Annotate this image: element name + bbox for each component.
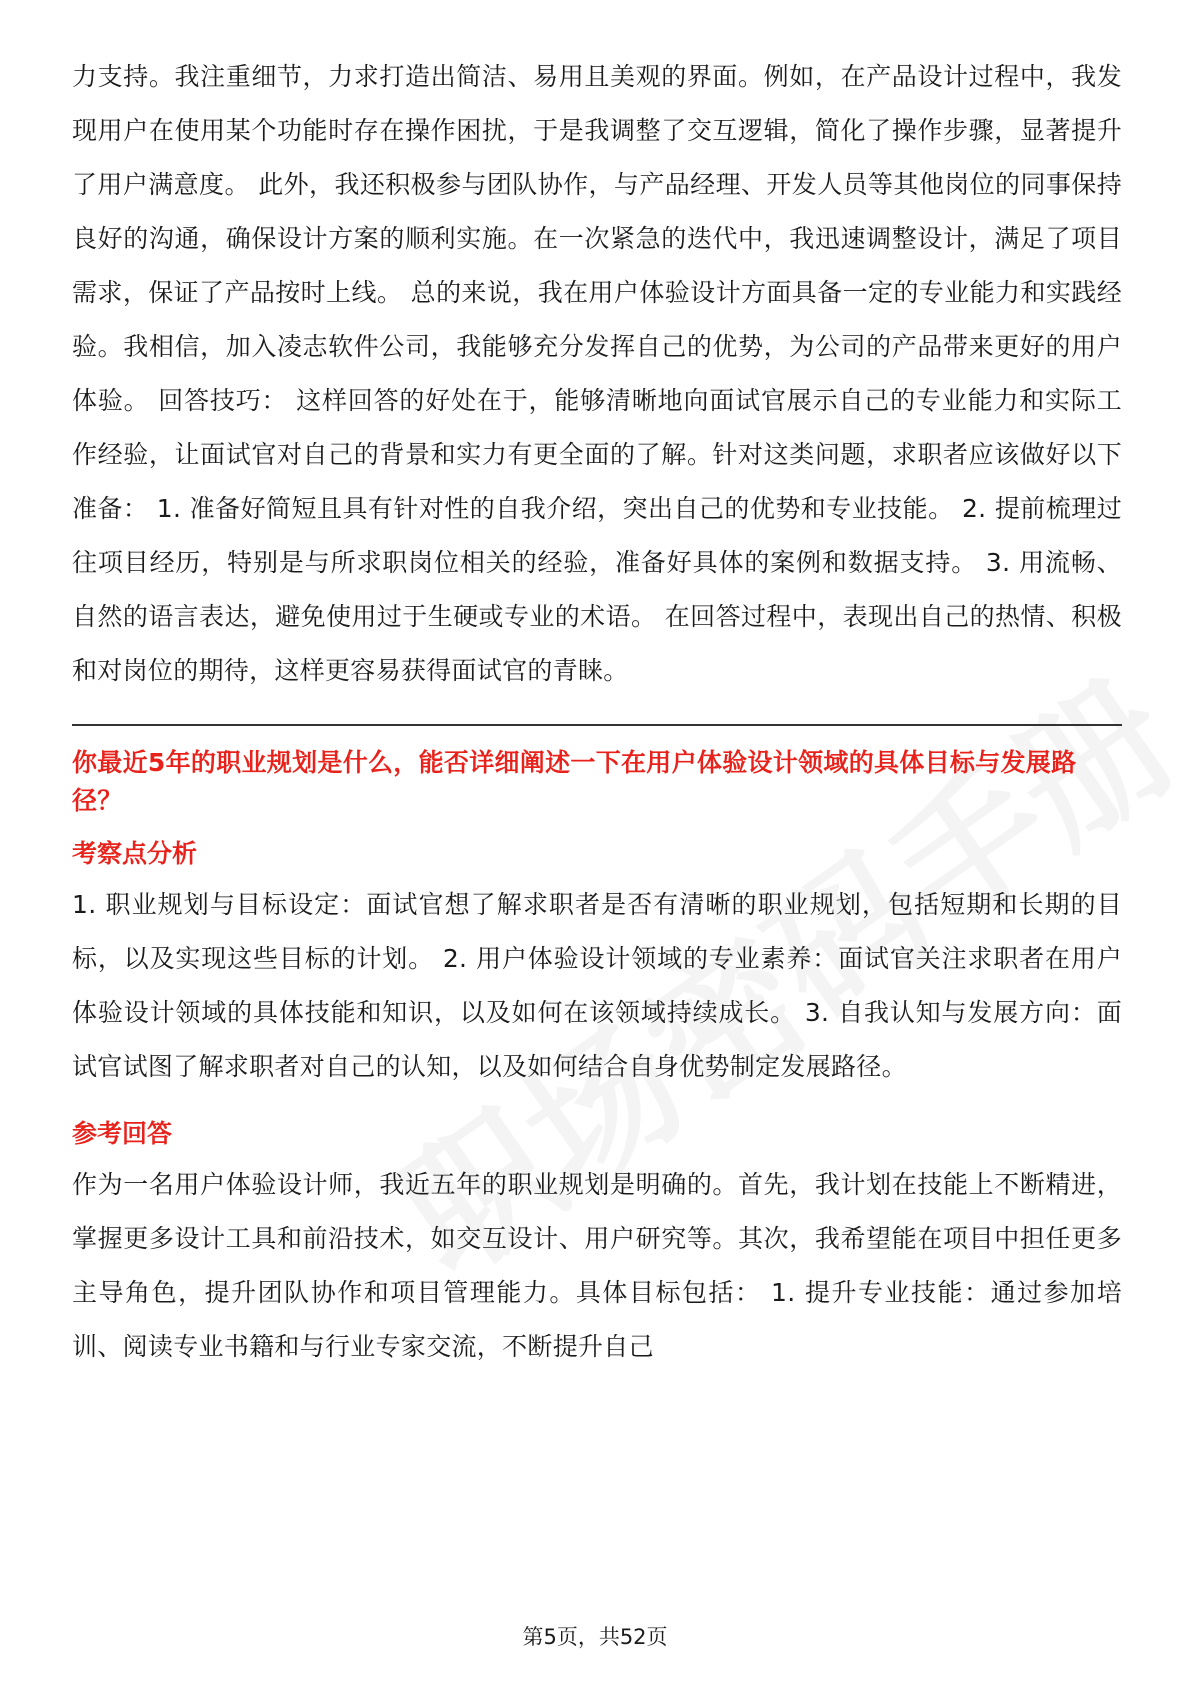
question-title: 你最近5年的职业规划是什么，能否详细阐述一下在用户体验设计领域的具体目标与发展路径？ — [72, 748, 1077, 815]
page-number-footer: 第5页，共52页 — [522, 1625, 668, 1649]
page-content — [72, 50, 1122, 1374]
answer-heading: 参考回答 — [72, 1119, 173, 1148]
intro-paragraph: 力支持。我注重细节，力求打造出简洁、易用且美观的界面。例如，在产品设计过程中，我发现用户在使用某个功能时存在操作困扰，于是我调整了交互逻辑，简化了操作步骤，显著提升了用户满意度。 此外，我还积极参与团队协作，与产品经理、开发人员等其他岗位的同事保持良好的沟通，确保设计方案的顺利实施。在一次紧急的迭代中，我迅速调整设计，满足了项目需求，保证了产品按时上线。 总的来说，我在用户体验设计方面具备一定的专业能力和实践经验。我相信，加入凌志软件公司，我能够充分发挥自己的优势，为公司的产品带来更好的用户体验。 回答技巧： 这样回答的好处在于，能够清晰地向面试官展示自己的专业能力和实际工作经验，让面试官对自己的背景和实力有更全面的了解。针对这类问题，求职者应该做好以下准备： 1. 准备好简短且具有针对性的自我介绍，突出自己的优势和专业技能。 2. 提前梳理过往项目经历，特别是与所求职岗位相关的经验，准备好具体的案例和数据支持。 3. 用流畅、自然的语言表达，避免使用过于生硬或专业的术语。 在回答过程中，表现出自己的热情、积极和对岗位的期待，这样更容易获得面试官的青睐。 — [72, 62, 1122, 685]
analysis-heading: 考察点分析 — [72, 839, 198, 868]
answer-text: 作为一名用户体验设计师，我近五年的职业规划是明确的。首先，我计划在技能上不断精进，掌握更多设计工具和前沿技术，如交互设计、用户研究等。其次，我希望能在项目中担任更多主导角色，提升团队协作和项目管理能力。具体目标包括： 1. 提升专业技能：通过参加培训、阅读专业书籍和与行业专家交流，不断提升自己 — [72, 1170, 1122, 1361]
analysis-text: 1. 职业规划与目标设定：面试官想了解求职者是否有清晰的职业规划，包括短期和长期的目标，以及实现这些目标的计划。 2. 用户体验设计领域的专业素养：面试官关注求职者在用户体验设计领域的具体技能和知识，以及如何在该领域持续成长。 3. 自我认知与发展方向：面试官试图了解求职者对自己的认知，以及如何结合自身优势制定发展路径。 — [72, 890, 1122, 1081]
section-divider — [72, 724, 1122, 726]
